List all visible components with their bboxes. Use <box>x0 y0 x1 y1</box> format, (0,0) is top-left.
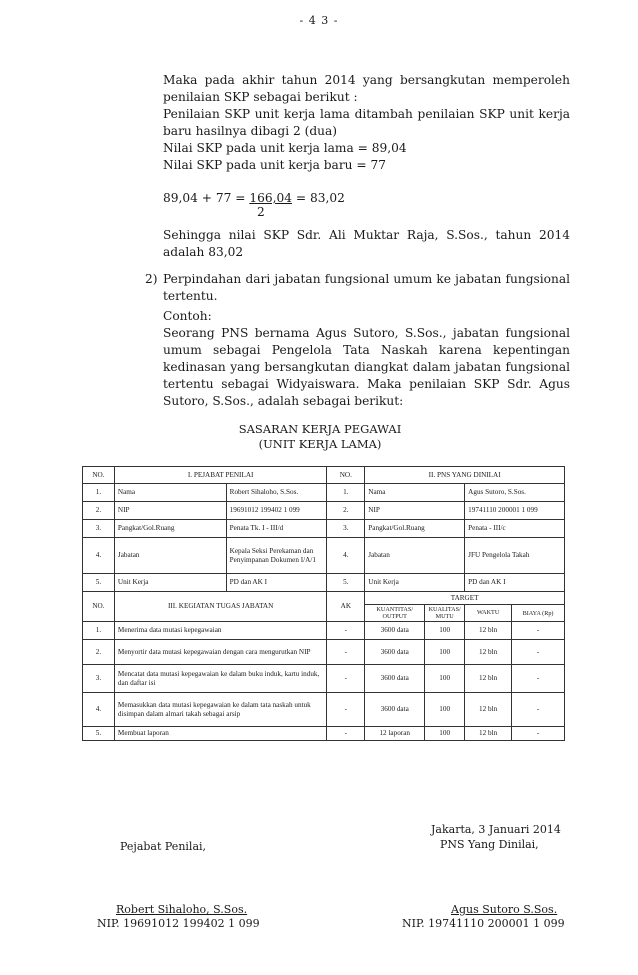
table-row <box>83 484 565 502</box>
example-line-2: umum sebagai Pengelola Tata Naskah karena kepentingan <box>163 343 570 357</box>
activity-header-row <box>83 592 565 605</box>
section-2-number: 2) <box>145 272 158 286</box>
row-value-2: JFU Pengelola Takah <box>465 538 565 574</box>
left-signer-title: Pejabat Penilai, <box>120 840 207 853</box>
col-no-header: NO. <box>83 467 115 484</box>
table-row <box>83 574 565 592</box>
table-row <box>83 502 565 520</box>
row-label-2: Jabatan <box>365 538 465 574</box>
place-date: Jakarta, 3 Januari 2014 <box>431 823 561 836</box>
row-no: 2. <box>83 502 115 520</box>
task-kuantitas: 3600 data <box>365 640 425 665</box>
task-no: 2. <box>83 640 115 665</box>
row-value-2: Agus Sutoro, S.Sos. <box>465 484 565 502</box>
task-desc: Mencatat data mutasi kepegawaian ke dalam buku induk, kartu induk, dan daftar isi <box>114 665 326 693</box>
row-no: 1. <box>83 484 115 502</box>
task-biaya: - <box>512 665 565 693</box>
task-desc: Memasukkan data mutasi kepegawaian ke dalam tata naskah untuk disimpan dalam almari takah sebagai arsip <box>114 693 326 727</box>
kualitas-header: KUALITAS/ MUTU <box>425 605 465 622</box>
task-kualitas: 100 <box>425 665 465 693</box>
row-no: 3. <box>83 520 115 538</box>
row-no2: 5. <box>327 574 365 592</box>
formula-right: = 83,02 <box>295 191 345 205</box>
task-desc: Membuat laporan <box>114 727 326 741</box>
row-label-2: Unit Kerja <box>365 574 465 592</box>
row-value: PD dan AK I <box>226 574 327 592</box>
task-waktu: 12 bln <box>465 693 512 727</box>
row-no2: 3. <box>327 520 365 538</box>
page-number: - 4 3 - <box>299 14 339 27</box>
task-no: 3. <box>83 665 115 693</box>
intro-line-1: Maka pada akhir tahun 2014 yang bersangkutan memperoleh <box>163 73 570 87</box>
row-label-2: Nama <box>365 484 465 502</box>
row-label: Jabatan <box>114 538 226 574</box>
task-kualitas: 100 <box>425 640 465 665</box>
conclusion-line-1: Sehingga nilai SKP Sdr. Ali Muktar Raja, S.Sos., tahun 2014 <box>163 228 570 242</box>
col-no3-header: NO. <box>83 592 115 622</box>
intro-line-6: Nilai SKP pada unit kerja baru = 77 <box>163 158 386 172</box>
row-no: 4. <box>83 538 115 574</box>
example-line-1: Seorang PNS bernama Agus Sutoro, S.Sos., jabatan fungsional <box>163 326 570 340</box>
task-waktu: 12 bln <box>465 622 512 640</box>
task-row <box>83 727 565 741</box>
row-label: Nama <box>114 484 226 502</box>
example-line-5: Sutoro, S.Sos., adalah sebagai berikut: <box>163 394 404 408</box>
task-kualitas: 100 <box>425 693 465 727</box>
task-kuantitas: 12 laporan <box>365 727 425 741</box>
row-value-2: 19741110 200001 1 099 <box>465 502 565 520</box>
row-label-2: Pangkat/Gol.Ruang <box>365 520 465 538</box>
row-value: 19691012 199402 1 099 <box>226 502 327 520</box>
intro-line-4: baru hasilnya dibagi 2 (dua) <box>163 124 338 138</box>
task-no: 5. <box>83 727 115 741</box>
task-waktu: 12 bln <box>465 665 512 693</box>
kuantitas-header: KUANTITAS/ OUTPUT <box>365 605 425 622</box>
target-header: TARGET <box>365 592 565 605</box>
pejabat-penilai-header: I. PEJABAT PENILAI <box>114 467 326 484</box>
formula <box>163 191 345 205</box>
task-biaya: - <box>512 693 565 727</box>
right-signer-name: Agus Sutoro S.Sos. <box>451 903 558 916</box>
task-desc: Menerima data mutasi kepegawaian <box>114 622 326 640</box>
row-label: Pangkat/Gol.Ruang <box>114 520 226 538</box>
task-desc: Menyortir data mutasi kepegawaian dengan cara mengurutkan NIP <box>114 640 326 665</box>
conclusion-line-2: adalah 83,02 <box>163 245 244 259</box>
task-ak: - <box>327 640 365 665</box>
formula-left: 89,04 + 77 = <box>163 191 246 205</box>
task-biaya: - <box>512 640 565 665</box>
task-ak: - <box>327 693 365 727</box>
table-row <box>83 538 565 574</box>
task-row <box>83 665 565 693</box>
section-2-line-2: tertentu. <box>163 289 218 303</box>
skp-table <box>82 466 565 741</box>
row-value-2: PD dan AK I <box>465 574 565 592</box>
left-signer-name: Robert Sihaloho, S.Sos. <box>116 903 248 916</box>
row-label: NIP <box>114 502 226 520</box>
task-kualitas: 100 <box>425 727 465 741</box>
task-row <box>83 622 565 640</box>
contoh-label: Contoh: <box>163 309 212 323</box>
task-biaya: - <box>512 622 565 640</box>
task-ak: - <box>327 727 365 741</box>
task-kuantitas: 3600 data <box>365 693 425 727</box>
row-no: 5. <box>83 574 115 592</box>
right-signer-title: PNS Yang Dinilai, <box>440 838 539 851</box>
pns-dinilai-header: II. PNS YANG DINILAI <box>365 467 565 484</box>
table-header-row <box>83 467 565 484</box>
task-no: 1. <box>83 622 115 640</box>
row-value: Penata Tk. I - III/d <box>226 520 327 538</box>
table-row <box>83 520 565 538</box>
row-label-2: NIP <box>365 502 465 520</box>
formula-denominator: 2 <box>257 205 265 219</box>
task-biaya: - <box>512 727 565 741</box>
row-no2: 1. <box>327 484 365 502</box>
section-2-line-1: Perpindahan dari jabatan fungsional umum ke jabatan fungsional <box>163 272 570 286</box>
task-ak: - <box>327 622 365 640</box>
row-no2: 2. <box>327 502 365 520</box>
example-line-3: kedinasan yang bersangkutan diangkat dalam jabatan fungsional <box>163 360 570 374</box>
row-value-2: Penata - III/c <box>465 520 565 538</box>
waktu-header: WAKTU <box>465 605 512 622</box>
col-no2-header: NO. <box>327 467 365 484</box>
task-kualitas: 100 <box>425 622 465 640</box>
biaya-header: BIAYA (Rp) <box>512 605 565 622</box>
task-kuantitas: 3600 data <box>365 622 425 640</box>
intro-line-3: Penilaian SKP unit kerja lama ditambah penilaian SKP unit kerja <box>163 107 570 121</box>
table-subtitle: (UNIT KERJA LAMA) <box>258 437 382 451</box>
ak-header: AK <box>327 592 365 622</box>
intro-line-5: Nilai SKP pada unit kerja lama = 89,04 <box>163 141 407 155</box>
task-waktu: 12 bln <box>465 727 512 741</box>
left-signer-nip: NIP. 19691012 199402 1 099 <box>97 917 260 930</box>
row-label: Unit Kerja <box>114 574 226 592</box>
task-no: 4. <box>83 693 115 727</box>
task-ak: - <box>327 665 365 693</box>
right-signer-nip: NIP. 19741110 200001 1 099 <box>402 917 565 930</box>
row-no2: 4. <box>327 538 365 574</box>
task-row <box>83 693 565 727</box>
row-value: Robert Sihaloho, S.Sos. <box>226 484 327 502</box>
table-title: SASARAN KERJA PEGAWAI <box>238 422 402 436</box>
kegiatan-header: III. KEGIATAN TUGAS JABATAN <box>114 592 326 622</box>
task-waktu: 12 bln <box>465 640 512 665</box>
example-line-4: tertentu sebagai Widyaiswara. Maka penilaian SKP Sdr. Agus <box>163 377 570 391</box>
task-kuantitas: 3600 data <box>365 665 425 693</box>
task-row <box>83 640 565 665</box>
intro-line-2: penilaian SKP sebagai berikut : <box>163 90 358 104</box>
formula-numerator: 166,04 <box>249 191 292 205</box>
row-value: Kepala Seksi Perekaman dan Penyimpanan Dokumen I/A/1 <box>226 538 327 574</box>
